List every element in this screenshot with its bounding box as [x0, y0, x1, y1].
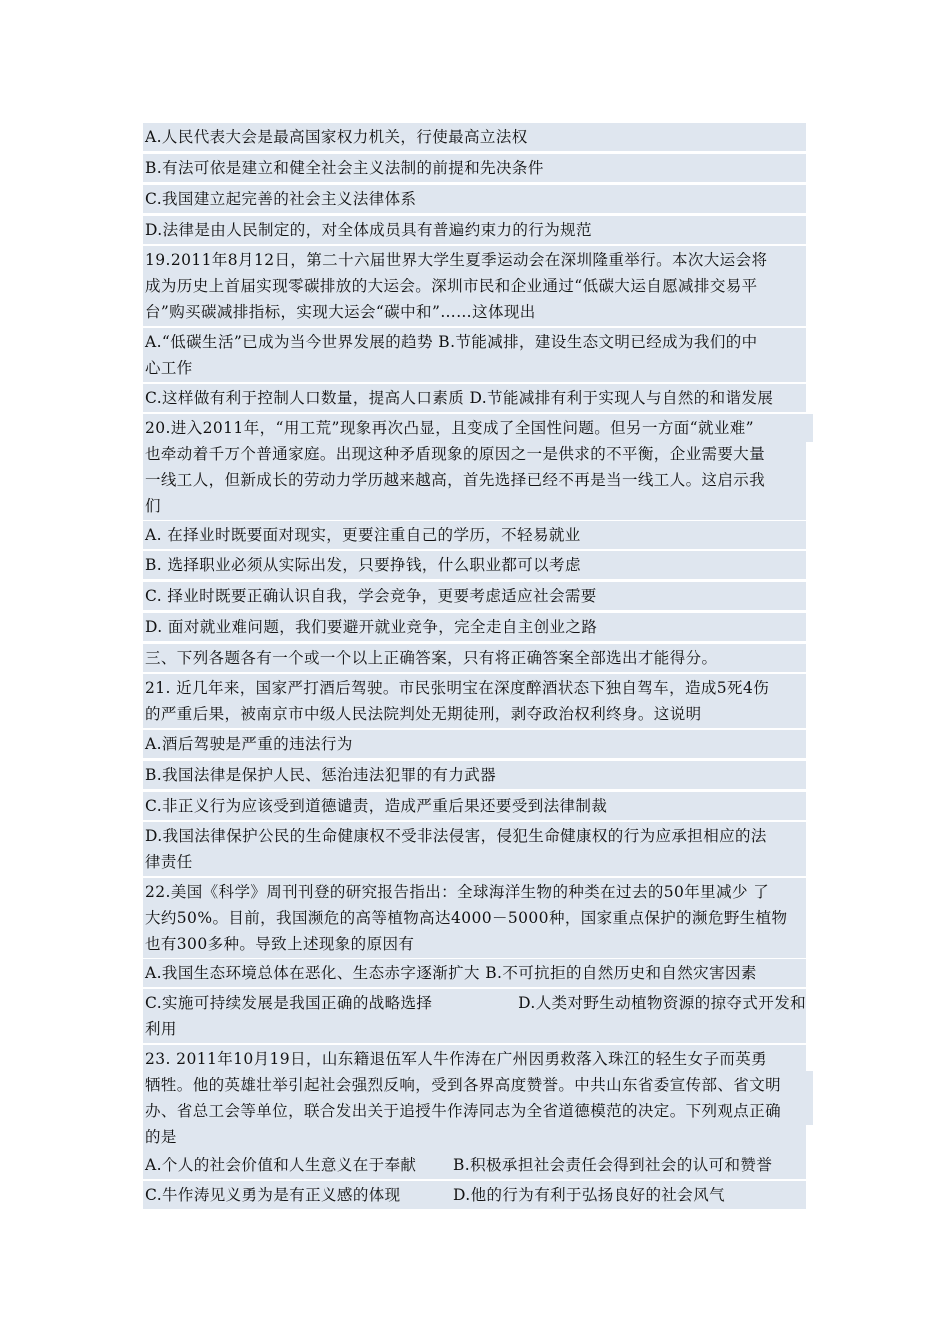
q21-stem-line-1: 21. 近几年来，国家严打酒后驾驶。市民张明宝在深度醉酒状态下独自驾车，造成5死4伤 [143, 674, 806, 702]
q23-stem-line-3: 办、省总工会等单位，联合发出关于追授牛作涛同志为全省道德模范的决定。下列观点正确 [143, 1097, 813, 1125]
q19-stem-line-1: 19.2011年8月12日，第二十六届世界大学生夏季运动会在深圳隆重举行。本次大运会将 [143, 246, 806, 274]
q22-option-c-d-line [143, 989, 806, 1017]
q23-option-b: B.积极承担社会责任会得到社会的认可和赞誉 [453, 1156, 773, 1174]
q22-option-d: D.人类对野生动植物资源的掠夺式开发和 [518, 994, 806, 1012]
q23-option-c: C.牛作涛见义勇为是有正义感的体现 [145, 1186, 401, 1204]
q20-stem-line-1: 20.进入2011年，“用工荒”现象再次凸显，且变成了全国性问题。但另一方面“就业难” [143, 414, 813, 442]
q22-option-c: C.实施可持续发展是我国正确的战略选择 [145, 994, 433, 1012]
q18-option-d: D.法律是由人民制定的，对全体成员具有普遍约束力的行为规范 [143, 216, 806, 244]
q19-option-line-3: C.这样做有利于控制人口数量，提高人口素质 D.节能减排有利于实现人与自然的和谐发展 [143, 384, 806, 412]
q22-stem-line-3: 也有300多种。导致上述现象的原因有 [143, 930, 806, 958]
q18-option-b: B.有法可依是建立和健全社会主义法制的前提和先决条件 [143, 154, 806, 182]
q21-option-b: B.我国法律是保护人民、惩治违法犯罪的有力武器 [143, 761, 806, 789]
q22-stem-line-2: 大约50%。目前，我国濒危的高等植物高达4000－5000种，国家重点保护的濒危野生植物 [143, 904, 806, 932]
q22-stem-line-1: 22.美国《科学》周刊刊登的研究报告指出：全球海洋生物的种类在过去的50年里减少 了 [143, 878, 806, 906]
q21-option-c: C.非正义行为应该受到道德谴责，造成严重后果还要受到法律制裁 [143, 792, 806, 820]
q20-stem-line-3: 一线工人，但新成长的劳动力学历越来越高，首先选择已经不再是当一线工人。这启示我 [143, 466, 806, 494]
q23-stem-line-4: 的是 [143, 1123, 806, 1151]
q22-option-a-b: A.我国生态环境总体在恶化、生态赤字逐渐扩大 B.不可抗拒的自然历史和自然灾害因素 [143, 959, 806, 987]
q19-stem-line-2: 成为历史上首届实现零碳排放的大运会。深圳市民和企业通过“低碳大运自愿减排交易平 [143, 272, 806, 300]
q20-option-a: A. 在择业时既要面对现实，更要注重自己的学历，不轻易就业 [143, 521, 806, 549]
q23-option-a-b-line [143, 1151, 806, 1179]
q20-option-d: D. 面对就业难问题，我们要避开就业竞争，完全走自主创业之路 [143, 613, 806, 641]
section-3-heading: 三、下列各题各有一个或一个以上正确答案，只有将正确答案全部选出才能得分。 [143, 644, 806, 672]
q23-stem-line-2: 牺牲。他的英雄壮举引起社会强烈反响，受到各界高度赞誉。中共山东省委宣传部、省文明 [143, 1071, 813, 1099]
q20-stem-line-4: 们 [143, 492, 806, 520]
q18-option-a: A.人民代表大会是最高国家权力机关，行使最高立法权 [143, 123, 806, 151]
q20-stem-line-2: 也牵动着千万个普通家庭。出现这种矛盾现象的原因之一是供求的不平衡，企业需要大量 [143, 440, 806, 468]
q23-option-d: D.他的行为有利于弘扬良好的社会风气 [453, 1186, 726, 1204]
q21-option-d-line-1: D.我国法律保护公民的生命健康权不受非法侵害，侵犯生命健康权的行为应承担相应的法 [143, 822, 806, 850]
q23-stem-line-1: 23. 2011年10月19日，山东籍退伍军人牛作涛在广州因勇救落入珠江的轻生女子而英勇 [143, 1045, 806, 1073]
q19-option-line-1: A.“低碳生活”已成为当今世界发展的趋势 B.节能减排，建设生态文明已经成为我们的中 [143, 328, 806, 356]
q23-option-a: A.个人的社会价值和人生意义在于奉献 [145, 1156, 417, 1174]
q20-option-c: C. 择业时既要正确认识自我，学会竞争，更要考虑适应社会需要 [143, 582, 806, 610]
q21-option-d-line-2: 律责任 [143, 848, 806, 876]
q19-option-line-2: 心工作 [143, 354, 806, 382]
q22-option-d-continued: 利用 [143, 1015, 806, 1043]
q18-option-c: C.我国建立起完善的社会主义法律体系 [143, 185, 806, 213]
q19-stem-line-3: 台”购买碳减排指标，实现大运会“碳中和”……这体现出 [143, 298, 806, 326]
q20-option-b: B. 选择职业必须从实际出发，只要挣钱，什么职业都可以考虑 [143, 551, 806, 579]
q23-option-c-d-line [143, 1181, 806, 1209]
q21-option-a: A.酒后驾驶是严重的违法行为 [143, 730, 806, 758]
q21-stem-line-2: 的严重后果，被南京市中级人民法院判处无期徒刑，剥夺政治权利终身。这说明 [143, 700, 806, 728]
